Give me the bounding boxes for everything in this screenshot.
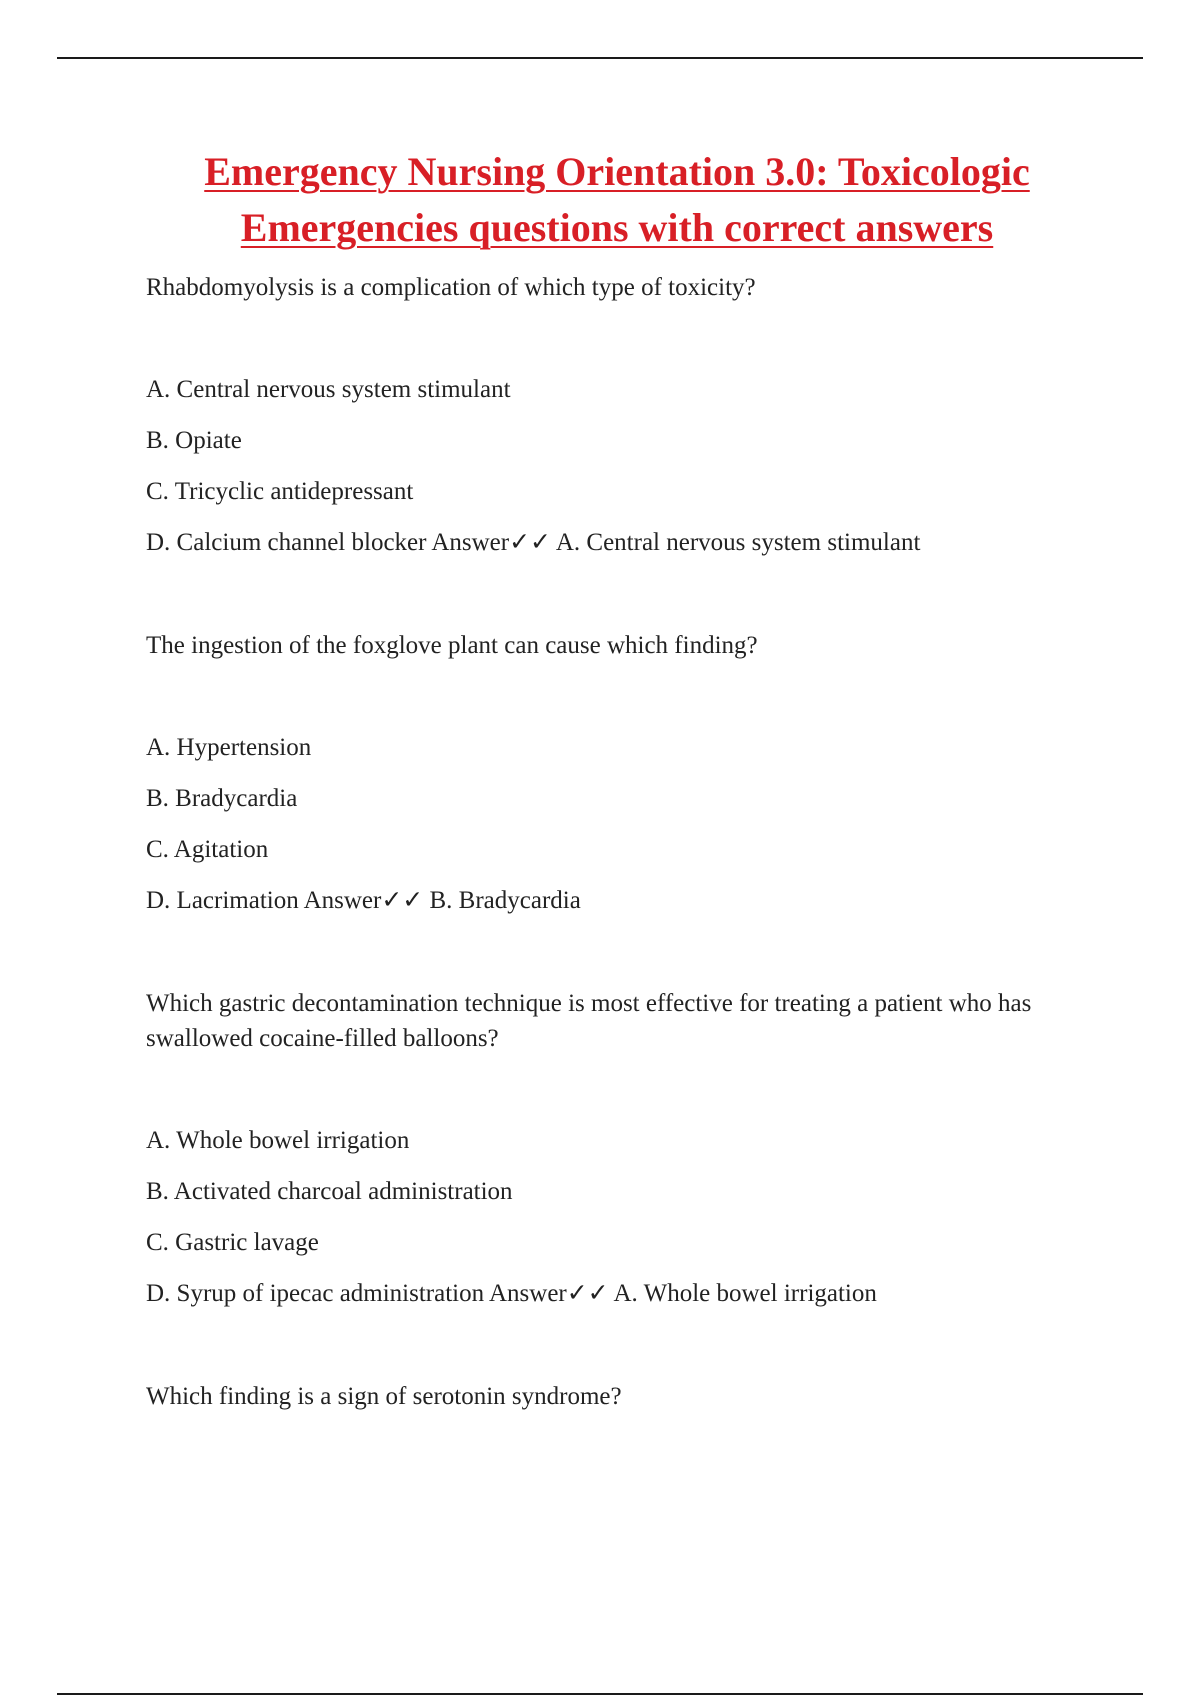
option-b: B. Activated charcoal administration: [146, 1178, 513, 1205]
option-c: C. Gastric lavage: [146, 1229, 319, 1256]
question-text: Which gastric decontamination technique is most effective for treating a patient who has swallowed cocaine-filled balloons?: [146, 990, 1032, 1052]
question-text: Rhabdomyolysis is a complication of which type of toxicity?: [146, 274, 756, 301]
question-list: [146, 270, 1066, 1481]
option-d-with-answer: D. Syrup of ipecac administration Answer✓✓ A. Whole bowel irrigation: [146, 1280, 877, 1307]
document-title-text: Emergency Nursing Orientation 3.0: Toxicologic Emergencies questions with correct answers: [204, 149, 1030, 250]
question-text: The ingestion of the foxglove plant can cause which finding?: [146, 632, 758, 659]
option-list: [146, 372, 1066, 560]
option-b: B. Bradycardia: [146, 785, 298, 812]
question-4: [146, 1379, 1066, 1414]
question-2: [146, 628, 1066, 918]
option-a: A. Central nervous system stimulant: [146, 376, 511, 403]
question-1: [146, 270, 1066, 560]
option-d-with-answer: D. Calcium channel blocker Answer✓✓ A. Central nervous system stimulant: [146, 529, 921, 556]
option-b: B. Opiate: [146, 427, 242, 454]
question-text: Which finding is a sign of serotonin syndrome?: [146, 1383, 622, 1410]
option-list: [146, 730, 1066, 918]
option-a: A. Whole bowel irrigation: [146, 1127, 410, 1154]
question-3: [146, 986, 1066, 1311]
option-c: C. Agitation: [146, 836, 269, 863]
footer-rule: [57, 1693, 1143, 1695]
header-rule: [57, 57, 1143, 59]
option-d-with-answer: D. Lacrimation Answer✓✓ B. Bradycardia: [146, 887, 581, 914]
option-c: C. Tricyclic antidepressant: [146, 478, 414, 505]
option-list: [146, 1123, 1066, 1311]
document-title: [100, 144, 1134, 256]
option-a: A. Hypertension: [146, 734, 312, 761]
